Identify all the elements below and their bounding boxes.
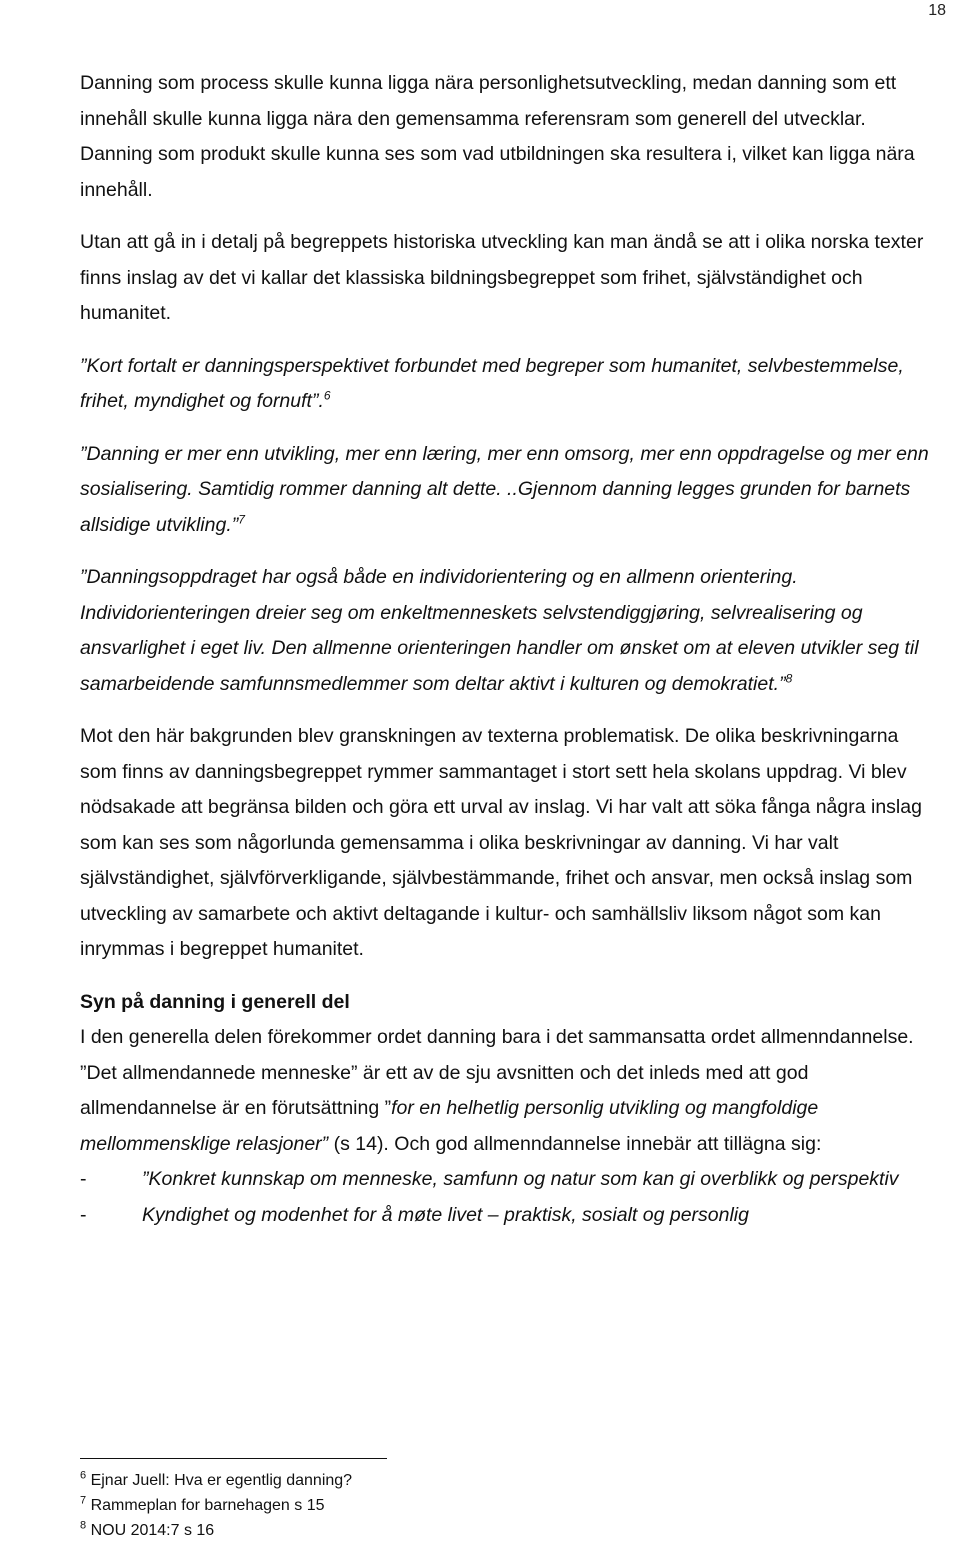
footnote-7 [80,1493,352,1518]
page-number: 18 [928,2,946,19]
quote-danningsperspektivet [80,349,940,420]
paragraph-granskning: Mot den här bakgrunden blev granskningen av texterna problematisk. De olika beskrivningarna som finns av danningsbegreppet rymmer sammantaget i stort sett hela skolans uppdrag. Vi blev nödsakade att begränsa bilden och göra ett urval av inslag. Vi har valt att söka fånga några inslag som kan ses som någorlunda gemensamma i olika beskrivningar av danning. Vi har valt självständighet, självförverkligande, självbestämmande, frihet och ansvar, men också inslag som utveckling av samarbete och aktivt deltagande i kultur- och samhällsliv liksom något som kan inrymmas i begreppet humanitet. [80,725,922,960]
list-item-text: Kyndighet og modenhet for å møte livet – praktisk, sosialt og personlig [142,1203,749,1226]
quote-text: ”Danning er mer enn utvikling, mer enn læring, mer enn omsorg, mer enn oppdragelse og mer enn sosialisering. Samtidig rommer danning alt dette. ..Gjennom danning legges grunden for barnets allsidige utvikling.” [80,442,929,536]
footnote-number: 6 [80,1469,87,1482]
footnote-number: 8 [80,1519,87,1532]
list-item [80,1162,940,1198]
footnote-ref-8[interactable]: 8 [785,671,793,685]
section-paragraph [80,1020,940,1162]
footnote-8 [80,1518,352,1543]
section-text-italic: for en helhetlig personlig utvikling og mangfoldige mellommenskligе relasjoner” [80,1097,819,1155]
list-dash: - [80,1203,87,1226]
list-dash: - [80,1168,87,1190]
quote-text: ”Kort fortalt er danningsperspektivet forbundet med begreper som humanitet, selvbestemmelse, frihet, myndighet og fornuft”. [80,354,904,412]
footnotes [80,1468,352,1543]
section-heading: Syn på danning i generell del [80,990,350,1013]
footnote-text: Rammeplan for barnehagen s 15 [90,1497,325,1514]
page-body [80,66,940,1233]
footnote-text: NOU 2014:7 s 16 [90,1522,215,1539]
list-item-text: ”Konkret kunnskap om menneske, samfunn og natur som kan gi overblikk og perspektiv [142,1168,899,1190]
footnote-number: 7 [80,1494,87,1507]
section-text-b: (s 14). Och god allmenndannelse innebär att tillägna sig: [328,1132,822,1155]
list-item [80,1198,940,1234]
footnote-ref-7[interactable]: 7 [238,512,245,526]
quote-danningsoppdraget [80,560,940,702]
quote-danning-definition [80,437,940,544]
footnote-separator [80,1458,387,1459]
paragraph-danning-process: Danning som process skulle kunna ligga nära personlighetsutveckling, medan danning som ett innehåll skulle kunna ligga nära den gemensamma referensram som generell del utvecklar. Danning som produkt skulle kunna ses som vad utbildningen ska resultera i, vilket kan ligga nära innehåll. [80,72,915,201]
paragraph-historical-development: Utan att gå in i detalj på begreppets historiska utveckling kan man ändå se att i olika norska texter finns inslag av det vi kallar det klassiska bildningsbegreppet som frihet, självständighet och humanitet. [80,231,924,324]
section-text-a: I den generella delen förekommer ordet danning bara i det sammansatta ordet allmenndannelse. ”Det allmendannede menneske” är ett av de sju avsnitten och det inleds med att god allmendannelse är en förutsättning ” [80,1026,914,1119]
footnote-6 [80,1468,352,1493]
quote-text: ”Danningsoppdraget har også både en individorientering og en allmenn orientering. Individorienteringen dreier seg om enkeltmenneskets selvstendiggjøring, selvrealisering og ansvarlighet i eget liv. Den allmenne orienteringen handler om ønsket om at eleven utvikler seg til samarbeidende samfunnsmedlemmer som deltar aktivt i kulturen og demokratiet.” [80,566,919,695]
footnote-text: Ejnar Juell: Hva er egentlig danning? [90,1472,353,1489]
footnote-ref-6[interactable]: 6 [323,388,331,403]
